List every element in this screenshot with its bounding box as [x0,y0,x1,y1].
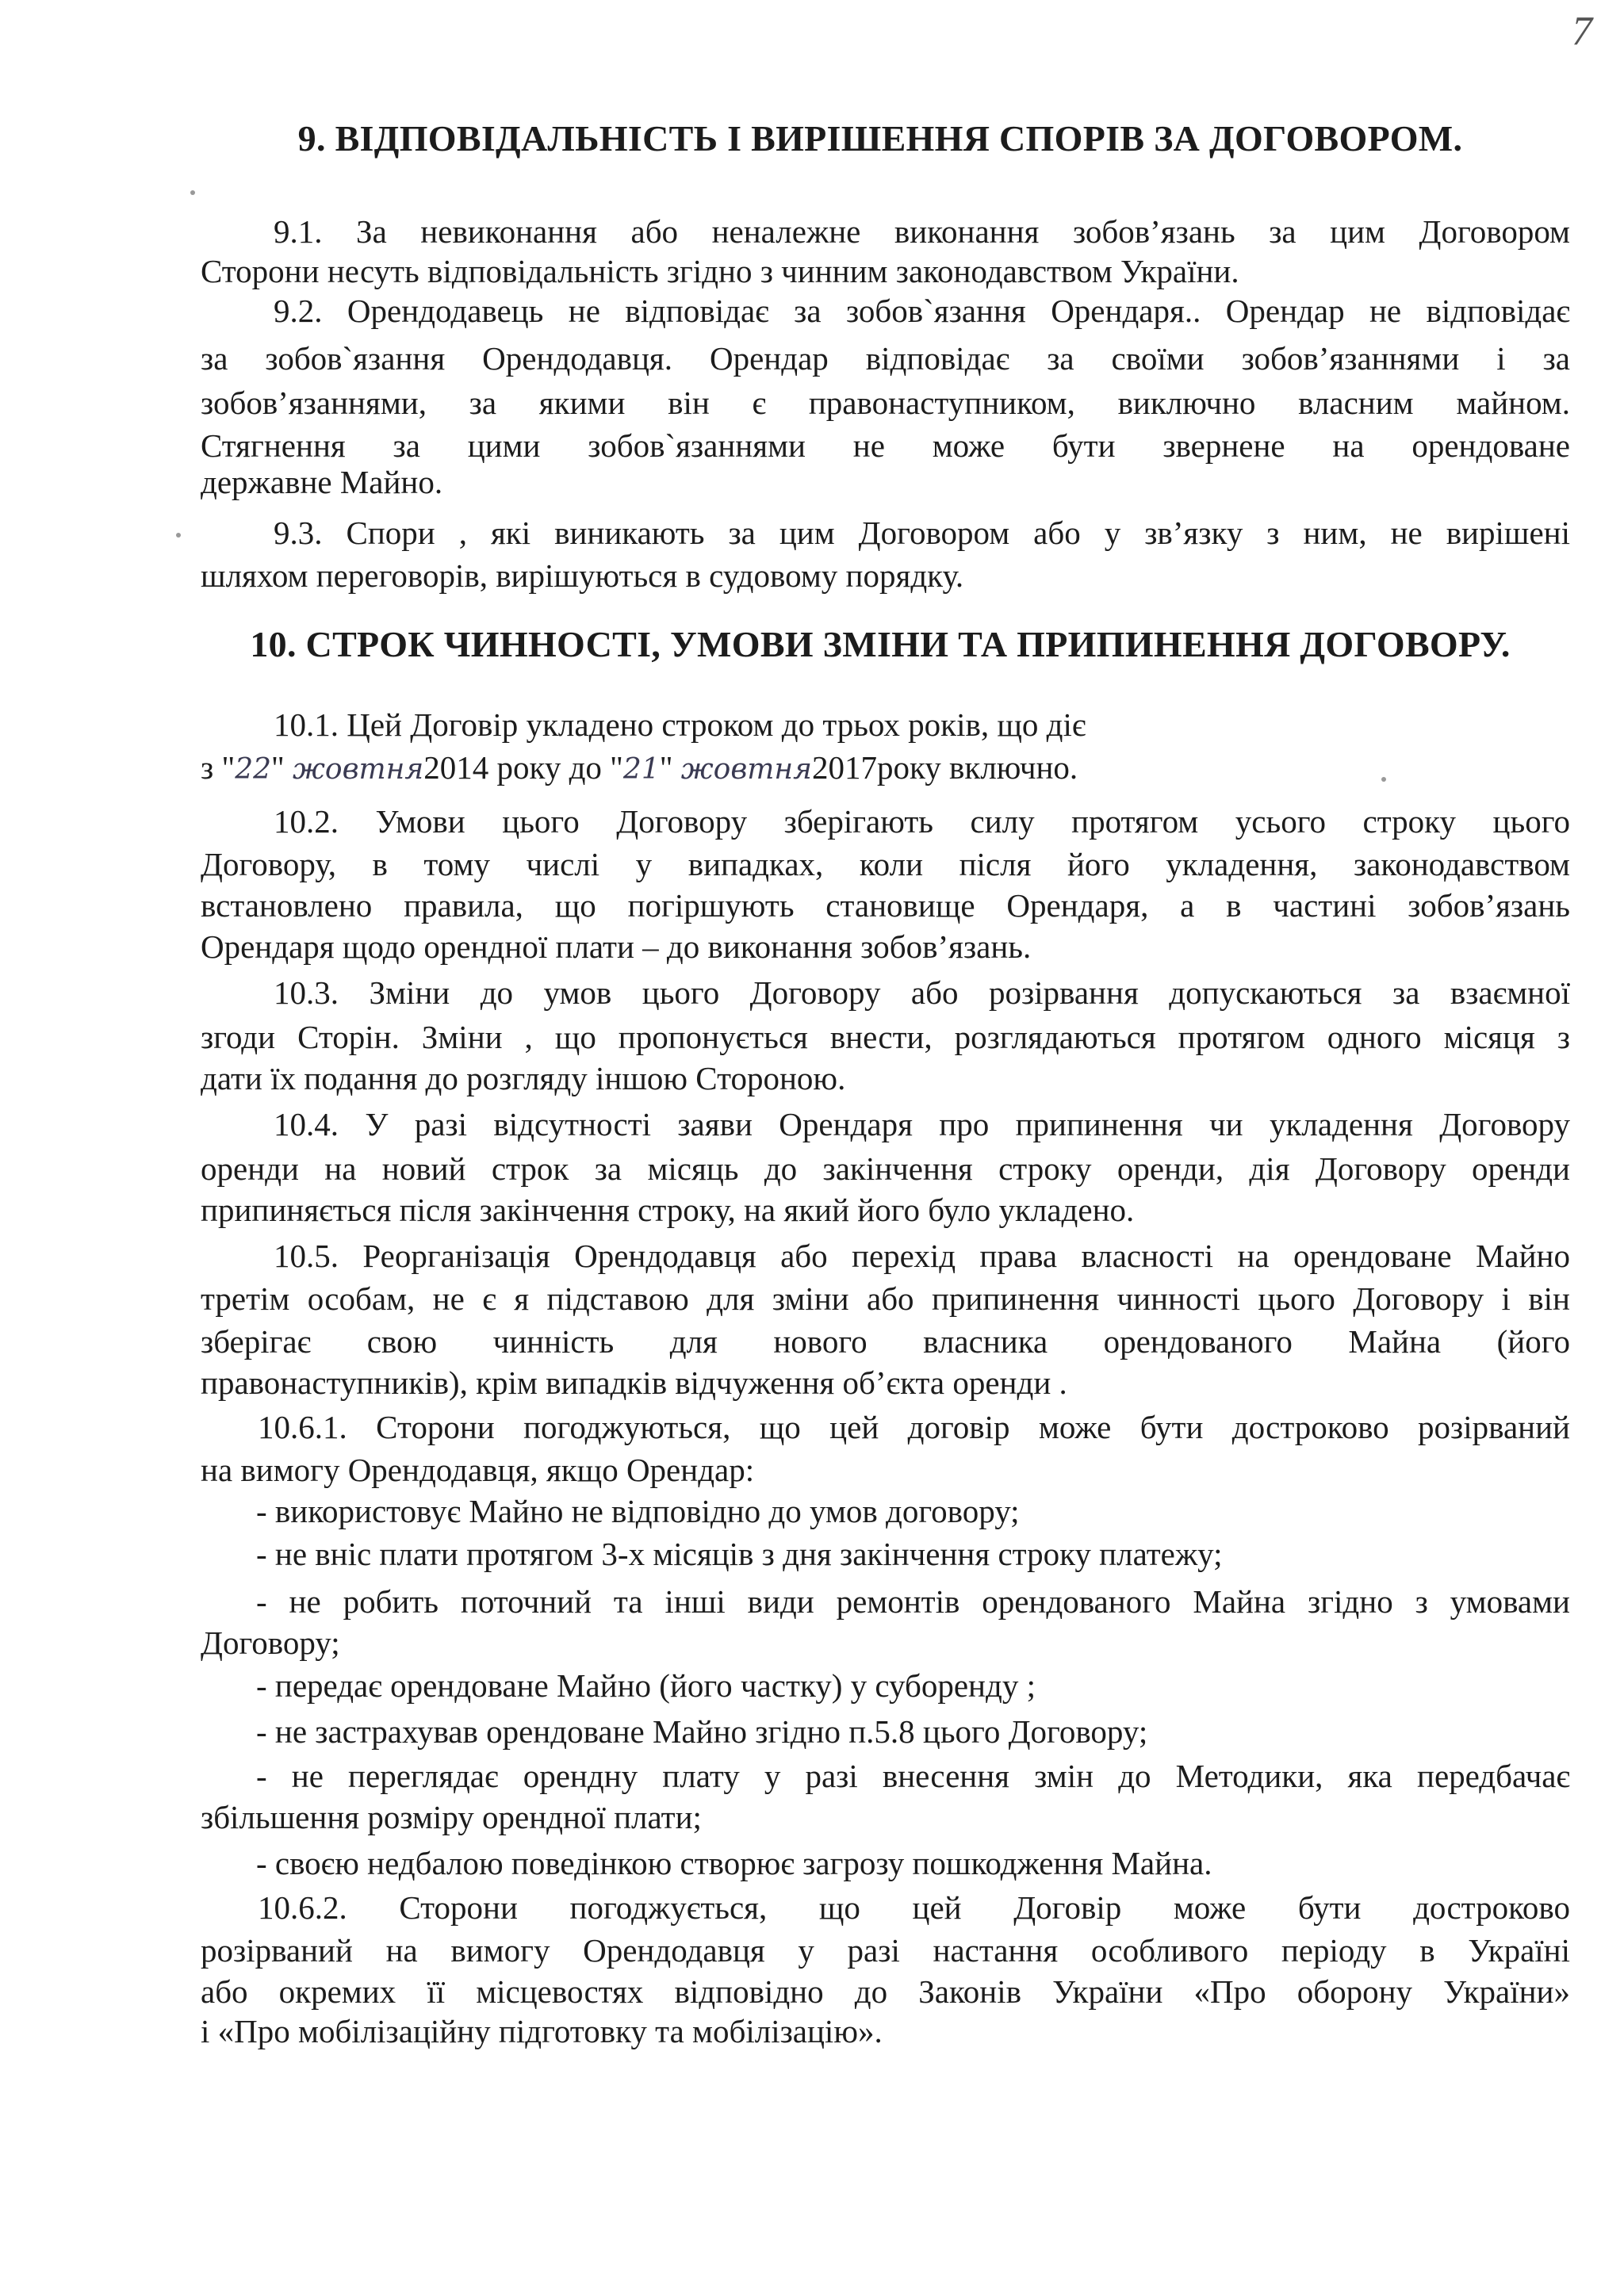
list-item-continuation: Договору; [201,1624,340,1661]
scan-speck [190,190,195,195]
paragraph-line: припиняється після закінчення строку, на який його було укладено. [201,1192,1135,1228]
paragraph-line: 10.1. Цей Договір укладено строком до трьох років, що діє [274,706,1086,743]
paragraph-line: Сторони несуть відповідальність згідно з чинним законодавством України. [201,253,1239,289]
paragraph-line: 10.6.1. Сторони погоджуються, що цей договір може бути достроково розірваний [258,1409,1570,1445]
paragraph-line: третім особам, не є я підставою для зміни або припинення чинності цього Договору і він [201,1280,1570,1317]
paragraph-line: 10.2. Умови цього Договору зберігають силу протягом усього строку цього [274,803,1570,840]
paragraph-line: 9.2. Орендодавець не відповідає за зобов`язання Орендаря.. Орендар не відповідає [274,293,1570,329]
list-item: - не вніс плати протягом 3-х місяців з дня закінчення строку платежу; [256,1536,1223,1572]
paragraph-line: державне Майно. [201,464,443,500]
paragraph-line: на вимогу Орендодавця, якщо Орендар: [201,1452,755,1488]
date-year: 2014 [423,749,489,786]
paragraph-line: за зобов`язання Орендодавця. Орендар відповідає за своїми зобов’язаннями і за [201,340,1570,377]
page-number: 7 [1572,9,1592,54]
paragraph-line: Орендаря щодо орендної плати – до виконання зобов’язань. [201,928,1032,965]
date-year: 2017 [811,749,877,786]
list-item: - своєю недбалою поведінкою створює загрозу пошкодження Майна. [256,1845,1212,1881]
paragraph-line: шляхом переговорів, вирішуються в судовому порядку. [201,557,964,594]
handwritten-day: 21 [622,753,660,786]
scan-speck [176,533,181,538]
paragraph-line: 10.6.2. Сторони погоджується, що цей Договір може бути достроково [258,1889,1570,1926]
date-text: з " [201,749,236,786]
paragraph-line: встановлено правила, що погіршують становище Орендаря, а в частині зобов’язань [201,887,1570,924]
list-item: - не застрахував орендоване Майно згідно п.5.8 цього Договору; [256,1713,1148,1750]
paragraph-line: 9.3. Спори , які виникають за цим Договором або у зв’язку з ним, не вирішені [274,515,1570,551]
paragraph-line: правонаступників), крім випадків відчуження об’єкта оренди . [201,1364,1067,1401]
date-text: року включно. [876,749,1078,786]
paragraph-line: Стягнення за цими зобов`язаннями не може бути звернене на орендоване [201,427,1570,464]
paragraph-line: зобов’язаннями, за якими він є правонаступником, виключно власним майном. [201,385,1570,421]
paragraph-line: і «Про мобілізаційну підготовку та мобілізацію». [201,2013,883,2049]
paragraph-line: Договору, в тому числі у випадках, коли після його укладення, законодавством [201,846,1570,882]
date-text: року до " [488,749,623,786]
list-item: - передає орендоване Майно (його частку) у суборенду ; [256,1667,1036,1704]
paragraph-line: дати їх подання до розгляду іншою Стороною. [201,1060,846,1096]
term-date-line [201,748,1570,789]
section-9-heading: 9. ВІДПОВІДАЛЬНІСТЬ І ВИРІШЕННЯ СПОРІВ ЗА ДОГОВОРОМ. [297,118,1463,159]
paragraph-line: згоди Сторін. Зміни , що пропонується внести, розглядаються протягом одного місяця з [201,1019,1570,1055]
paragraph-line: або окремих її місцевостях відповідно до Законів України «Про оборону України» [201,1973,1570,2010]
paragraph-line: 9.1. За невиконання або неналежне виконання зобов’язань за цим Договором [274,213,1570,250]
list-item: - не робить поточний та інші види ремонтів орендованого Майна згідно з умовами [256,1583,1570,1620]
paragraph-line: 10.5. Реорганізація Орендодавця або перехід права власності на орендоване Майно [274,1238,1570,1274]
section-10-heading: 10. СТРОК ЧИННОСТІ, УМОВИ ЗМІНИ ТА ПРИПИНЕННЯ ДОГОВОРУ. [250,624,1511,664]
date-text: " [271,749,293,786]
paragraph-line: зберігає свою чинність для нового власника орендованого Майна (його [201,1323,1570,1360]
date-text: " [659,749,681,786]
paragraph-line: розірваний на вимогу Орендодавця у разі настання особливого періоду в Україні [201,1932,1570,1969]
paragraph-line: оренди на новий строк за місяць до закінчення строку оренди, дія Договору оренди [201,1150,1570,1187]
list-item: - використовує Майно не відповідно до умов договору; [256,1493,1020,1529]
handwritten-day: 22 [235,753,271,786]
handwritten-month: жовтня [680,753,812,786]
paragraph-line: 10.3. Зміни до умов цього Договору або розірвання допускаються за взаємної [274,974,1570,1011]
list-item: - не переглядає орендну плату у разі внесення змін до Методики, яка передбачає [256,1758,1570,1794]
handwritten-month: жовтня [293,753,424,786]
list-item-continuation: збільшення розміру орендної плати; [201,1799,702,1835]
paragraph-line: 10.4. У разі відсутності заяви Орендаря про припинення чи укладення Договору [274,1106,1570,1142]
